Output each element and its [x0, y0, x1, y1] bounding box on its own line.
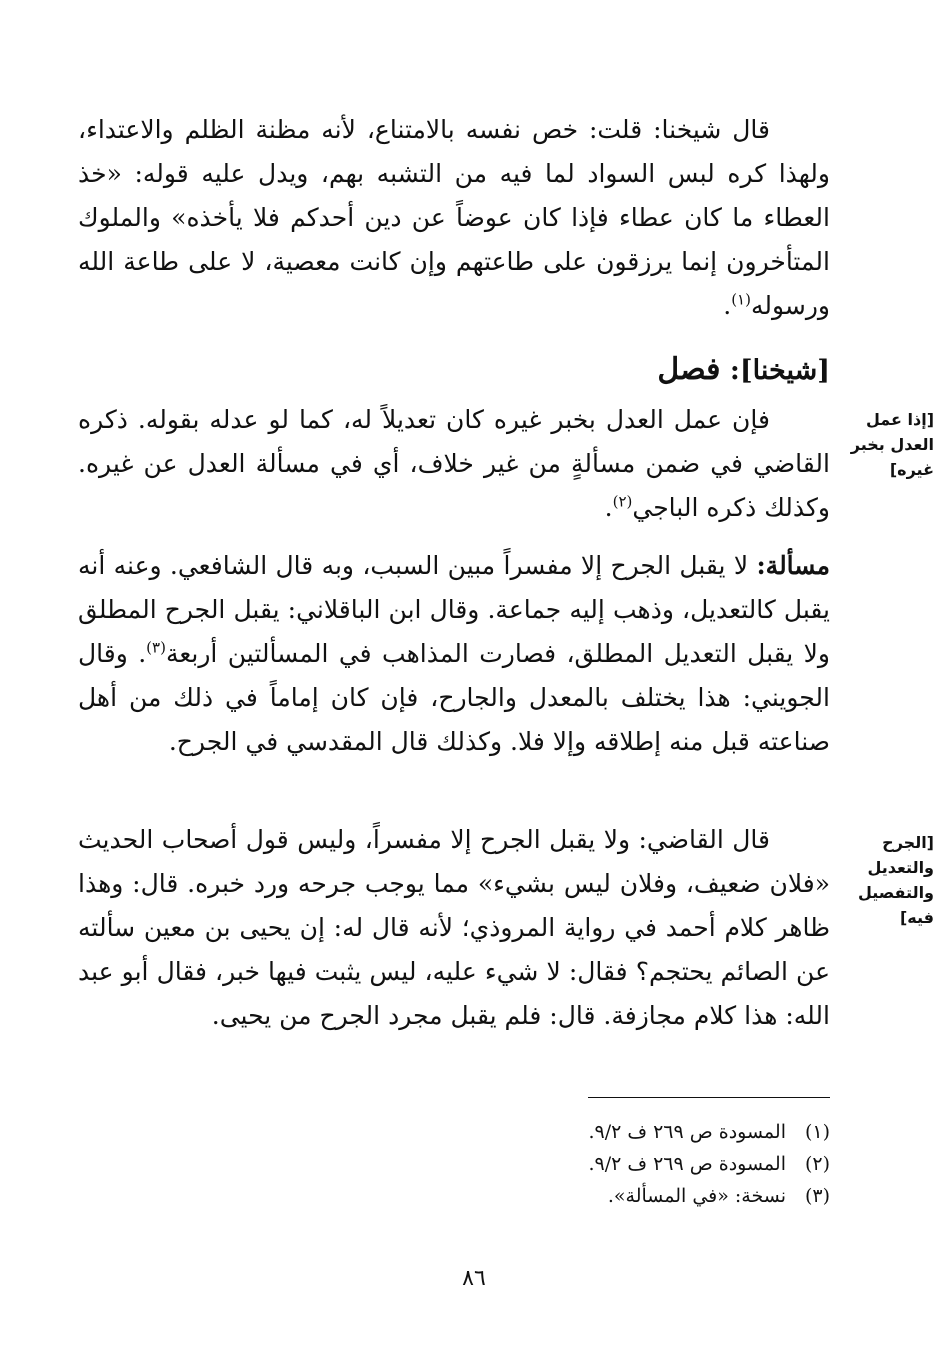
paragraph-2-text: فإن عمل العدل بخبر غيره كان تعديلاً له، كما لو عدله بقوله. ذكره القاضي في ضمن مسألةٍ من غير خلاف، أي في مسألة العدل عن غيره. وكذلك ذكره الباجي — [78, 405, 830, 522]
footnote-ref-3: (٣) — [146, 638, 166, 657]
section-heading — [78, 348, 830, 393]
footnote-text: المسودة ص ٢٦٩ ف ٩/٢. — [588, 1121, 786, 1143]
paragraph-3-text-a: لا يقبل الجرح إلا مفسراً مبين السبب، وبه قال الشافعي. وعنه أنه يقبل كالتعديل، وذهب إليه جماعة. وقال ابن الباقلاني: يقبل الجرح المطلق ولا يقبل التعديل المطلق، فصارت المذاهب في المسألتين أربعة — [78, 551, 830, 668]
heading-prefix: [شيخنا]: — [729, 355, 830, 386]
footnote-ref-2: (٢) — [612, 492, 633, 511]
side-note-1: [إذا عمل العدل بخبر غيره] — [850, 410, 934, 479]
side-note-2: [الجرح والتعديل والتفصيل فيه] — [857, 833, 934, 927]
footnote-2 — [300, 1148, 830, 1180]
paragraph-1 — [78, 108, 830, 328]
footnote-text: المسودة ص ٢٦٩ ف ٩/٢. — [588, 1153, 786, 1175]
masala-label: مسألة: — [756, 551, 830, 580]
footnote-number: (٣) — [804, 1185, 830, 1207]
paragraph-2 — [78, 398, 830, 530]
footnote-ref-1: (١) — [731, 290, 751, 309]
paragraph-3 — [78, 544, 830, 764]
paragraph-4 — [78, 818, 830, 1038]
paragraph-2-end: . — [604, 493, 613, 522]
paragraph-1-text: قال شيخنا: قلت: خص نفسه بالامتناع، لأنه مظنة الظلم والاعتداء، ولهذا كره لبس السواد لما فيه من التشبه بهم، ويدل عليه قوله: «خذ العطاء ما كان عطاء فإذا كان عوضاً عن دين أحدكم فلا يأخذه» والملوك المتأخرون إنما يرزقون على طاعتهم وإن كانت معصية، لا على طاعة الله ورسوله — [78, 115, 830, 320]
footnote-number: (١) — [804, 1121, 830, 1143]
footnote-number: (٢) — [804, 1153, 830, 1175]
footnote-text: نسخة: «في المسألة». — [607, 1185, 786, 1207]
page-number: ٨٦ — [462, 1266, 486, 1291]
footnote-3 — [300, 1180, 830, 1212]
heading-word: فصل — [657, 352, 721, 387]
footnote-divider — [588, 1097, 830, 1098]
paragraph-1-end: . — [723, 291, 732, 320]
paragraph-4-text: قال القاضي: ولا يقبل الجرح إلا مفسراً، وليس قول أصحاب الحديث «فلان ضعيف، وفلان ليس بشيء» مما يوجب جرحه ورد خبره. قال: وهذا ظاهر كلام أحمد في رواية المروذي؛ لأنه قال له: إن يحيى بن معين سألته عن الصائم يحتجم؟ فقال: لا شيء عليه، ليس يثبت فيها خبر، فقال أبو عبد الله: هذا كلام مجازفة. قال: فلم يقبل مجرد الجرح من يحيى. — [78, 825, 830, 1030]
paragraph-3-text-b: . وقال الجويني: هذا يختلف بالمعدل والجارح، فإن كان إماماً في ذلك من أهل صناعته قبل منه إطلاقه وإلا فلا. وكذلك قال المقدسي في الجرح. — [78, 639, 830, 756]
footnotes — [300, 1116, 830, 1212]
footnote-1 — [300, 1116, 830, 1148]
